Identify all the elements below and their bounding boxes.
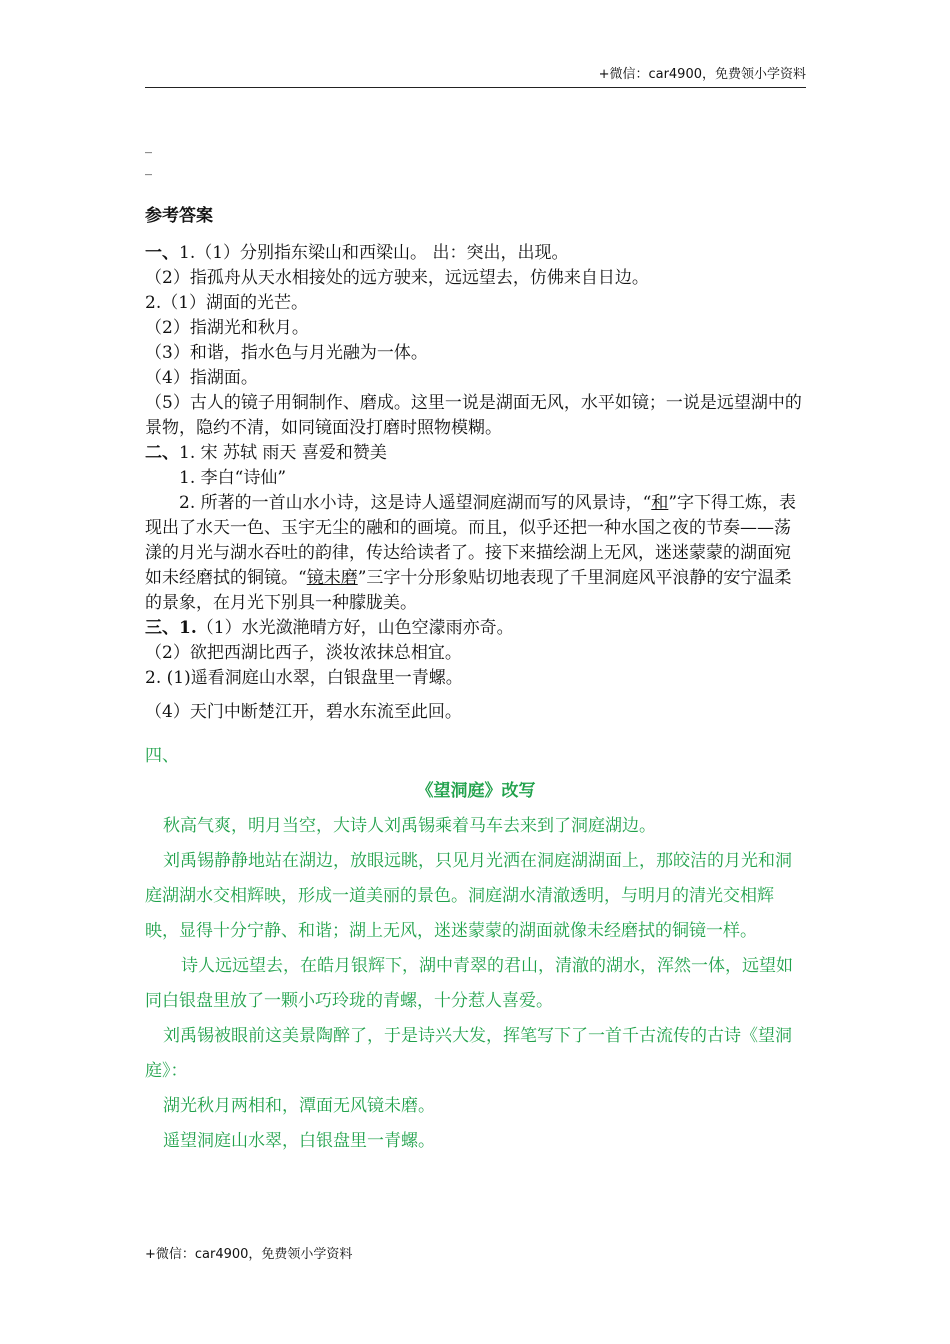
poem-line-1: 湖光秋月两相和，潭面无风镜未磨。 bbox=[163, 1096, 435, 1116]
rewrite-paragraph-4: 刘禹锡被眼前这美景陶醉了，于是诗兴大发，挥笔写下了一首千古流传的古诗《望洞庭》： bbox=[145, 1026, 792, 1081]
s3-line-1: 三、1.（1）水光潋滟晴方好，山色空濛雨亦奇。 bbox=[145, 618, 514, 638]
section-two-label: 二、 bbox=[145, 443, 179, 463]
rewrite-paragraph-1: 秋高气爽，明月当空，大诗人刘禹锡乘着马车去来到了洞庭湖边。 bbox=[163, 816, 656, 836]
rewrite-paragraph-3: 诗人远远望去，在皓月银辉下，湖中青翠的君山，清澈的湖水，浑然一体，远望如同白银盘里放了一颗小巧玲珑的青螺，十分惹人喜爱。 bbox=[145, 956, 793, 1011]
section-four-label: 四、 bbox=[145, 746, 179, 766]
rewrite-paragraph-2: 刘禹锡静静地站在湖边，放眼远眺，只见月光洒在洞庭湖湖面上，那皎洁的月光和洞庭湖湖水交相辉映，形成一道美丽的景色。洞庭湖水清澈透明，与明月的清光交相辉映，显得十分宁静、和谐；湖上无风，迷迷蒙蒙的湖面就像未经磨拭的铜镜一样。 bbox=[145, 851, 792, 941]
s1-line-3: 2.（1）湖面的光芒。 bbox=[145, 293, 309, 313]
blank-line-1: _ bbox=[145, 138, 152, 154]
poem-line-2: 遥望洞庭山水翠，白银盘里一青螺。 bbox=[163, 1131, 435, 1151]
s1-line-1: 一、1.（1）分别指东梁山和西梁山。 出：突出，出现。 bbox=[145, 243, 569, 263]
blank-line-2: _ bbox=[145, 160, 152, 176]
answer-content bbox=[145, 204, 807, 1159]
s1-line-7: （5）古人的镜子用铜制作、磨成。这里一说是湖面无风，水平如镜；一说是远望湖中的景物，隐约不清，如同镜面没打磨时照物模糊。 bbox=[145, 393, 802, 438]
s1-line-2: （2）指孤舟从天水相接处的远方驶来，远远望去，仿佛来自日边。 bbox=[145, 268, 649, 288]
s1-line-4: （2）指湖光和秋月。 bbox=[145, 318, 309, 338]
s1-line-6: （4）指湖面。 bbox=[145, 368, 258, 388]
page-header: +微信：car4900，免费领小学资料 bbox=[598, 67, 806, 82]
s1-line-5: （3）和谐，指水色与月光融为一体。 bbox=[145, 343, 428, 363]
s2-line-1: 二、1. 宋 苏轼 雨天 喜爱和赞美 bbox=[145, 443, 387, 463]
section-one-label: 一、 bbox=[145, 243, 179, 263]
s3-line-2: （2）欲把西湖比西子，淡妆浓抹总相宜。 bbox=[145, 643, 462, 663]
rewrite-section bbox=[145, 739, 807, 1159]
s2-line-2: 1. 李白“诗仙” bbox=[179, 468, 287, 488]
underlined-jingweimo: 镜未磨 bbox=[306, 568, 358, 588]
section-three-label: 三、 bbox=[145, 618, 179, 638]
header-divider bbox=[145, 87, 806, 88]
s3-line-3: 2. (1)遥看洞庭山水翠，白银盘里一青螺。 bbox=[145, 668, 463, 688]
underlined-he: 和 bbox=[651, 493, 669, 513]
rewrite-title: 《望洞庭》改写 bbox=[416, 781, 536, 801]
s2-line-3: 2. 所著的一首山水小诗，这是诗人遥望洞庭湖而写的风景诗，“和”字下得工炼，表现出了水天一色、玉宇无尘的融和的画境。而且，似乎还把一种水国之夜的节奏——荡漾的月光与湖水吞吐的韵律，传达给读者了。接下来描绘湖上无风，迷迷蒙蒙的湖面宛如未经磨拭的铜镜。“镜未磨”三字十分形象贴切地表现了千里洞庭风平浪静的安宁温柔的景象，在月光下别具一种朦胧美。 bbox=[145, 493, 797, 613]
answers-heading: 参考答案 bbox=[145, 206, 213, 226]
s3-line-4: （4）天门中断楚江开，碧水东流至此回。 bbox=[145, 702, 462, 722]
page-footer: +微信：car4900，免费领小学资料 bbox=[145, 1247, 353, 1262]
